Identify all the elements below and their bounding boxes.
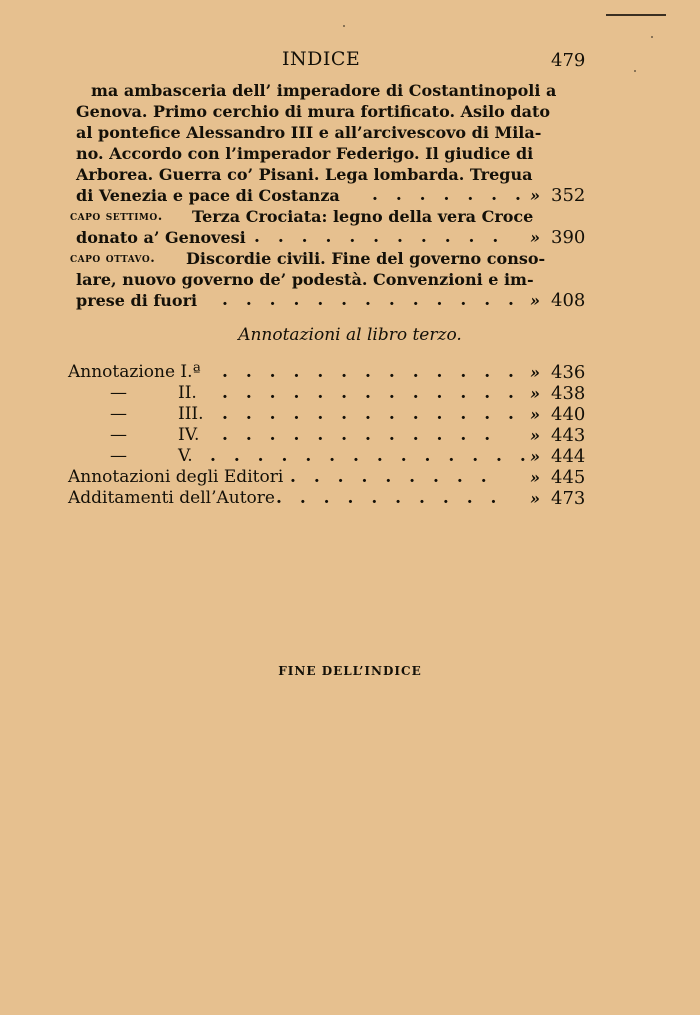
ditto-mark: » [530,468,540,487]
entry-page: 352 [551,185,586,206]
page-number: 479 [551,50,586,71]
ditto-dash: — [110,446,127,466]
entry-page: 408 [551,290,586,311]
paragraph-line: ma ambasceria dell’ imperadore di Costantinopoli a [91,81,557,100]
ditto-mark: » [530,489,540,508]
annotation-page: 436 [551,362,586,383]
ditto-mark: » [530,186,540,205]
annotation-entry [0,383,700,404]
ditto-mark: » [530,291,540,310]
dot-leader: . . . . . . . . . . . . . [222,362,520,382]
entry-text: di Venezia e pace di Costanza [76,186,340,205]
ditto-dash: — [110,383,127,403]
annotation-page: 445 [551,467,586,488]
annotation-page: 443 [551,425,586,446]
toc-continuation [0,80,700,311]
ditto-mark: » [530,384,540,403]
entry-text: lare, nuovo governo de’ podestà. Convenzioni e im- [76,270,534,289]
dot-leader: . . . . . . . . . . . . [222,425,497,445]
toc-entry [0,185,700,206]
dot-leader: . . . . . . . . . . . . . [222,290,520,310]
annotation-label: II. [178,383,197,403]
dot-leader: . . . . . . . . . . [276,488,503,508]
top-rule [606,14,666,16]
entry-text: Terza Crociata: legno della vera Croce [192,207,534,226]
dot-leader: . . . . . . . . . . . . . [222,383,520,403]
toc-entry [0,248,700,269]
annotation-entry [0,446,700,467]
page-header [0,48,700,74]
paragraph-line: no. Accordo con l’imperador Federigo. Il giudice di [76,144,534,163]
ditto-mark: » [530,363,540,382]
ditto-dash: — [110,404,127,424]
toc-entry [0,290,700,311]
annotation-label: Annotazione I.ª [68,362,201,382]
chapter-label: capo settimo. [70,209,163,224]
ditto-dash: — [110,425,127,445]
annotation-label: Annotazioni degli Editori [68,467,284,487]
toc-entry [0,227,700,248]
annotation-page: 444 [551,446,586,467]
dot-leader: . . . . . . . . . [290,467,493,487]
toc-entry [0,269,700,290]
annotation-entry [0,362,700,383]
dot-leader: . . . . . . . . . . . [254,227,505,247]
chapter-label: capo ottavo. [70,251,156,266]
toc-entry [0,206,700,227]
paragraph-line: Genova. Primo cerchio di mura fortificato. Asilo dato [76,102,551,121]
annotations-list [0,362,700,509]
dot-leader: . . . . . . . [372,185,527,205]
dot-leader: . . . . . . . . . . . . . . [210,446,532,466]
paragraph-line: al pontefice Alessandro III e all’arcivescovo di Mila- [76,123,542,142]
end-of-index: FINE DELL’INDICE [278,664,422,678]
annotation-label: V. [178,446,193,466]
annotation-entry [0,425,700,446]
entry-text: donato a’ Genovesi [76,228,246,247]
ditto-mark: » [530,426,540,445]
dot-leader: . . . . . . . . . . . . . [222,404,520,424]
page-title: INDICE [282,48,361,70]
speck-mark [343,25,345,27]
entry-text: prese di fuori [76,291,198,310]
entry-text: Discordie civili. Fine del governo conso- [186,249,546,268]
annotation-page: 473 [551,488,586,509]
ditto-mark: » [530,447,540,466]
annotation-entry [0,404,700,425]
annotation-label: III. [178,404,204,424]
annotation-entry [0,488,700,509]
speck-mark [651,36,653,38]
annotations-heading: Annotazioni al libro terzo. [238,325,462,345]
ditto-mark: » [530,228,540,247]
annotation-label: IV. [178,425,200,445]
paragraph-line: Arborea. Guerra co’ Pisani. Lega lombarda. Tregua [76,165,533,184]
ditto-mark: » [530,405,540,424]
annotation-entry [0,467,700,488]
annotation-page: 438 [551,383,586,404]
annotation-page: 440 [551,404,586,425]
entry-page: 390 [551,227,586,248]
annotation-label: Additamenti dell’Autore [68,488,275,508]
